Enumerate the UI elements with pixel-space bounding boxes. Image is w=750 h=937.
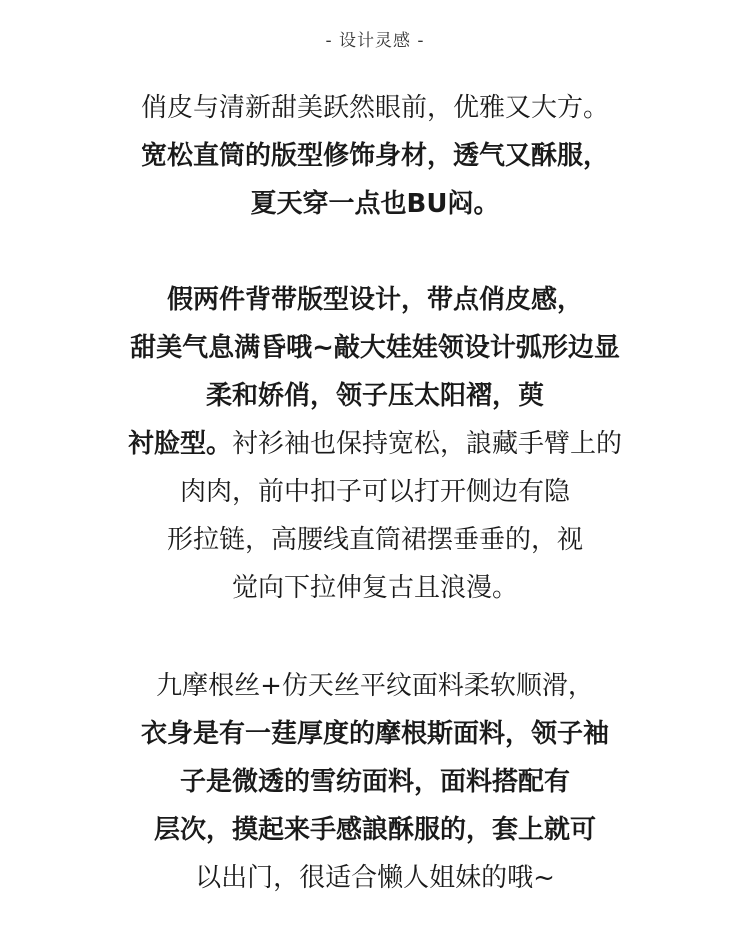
p3-line-3: 子是微透的雪纺面料，面料搭配有 — [179, 767, 570, 797]
p3-line-5: 以出门，很适合懒人姐妹的哦~ — [195, 863, 555, 893]
p2-line-7: 觉向下拉伸复古且浪漫。 — [231, 573, 518, 603]
p2-line-3: 柔和娇俏，领子压太阳褶，萸 — [205, 381, 544, 411]
p3-line-2: 衣身是有一莛厚度的摩根斯面料，领子袖 — [140, 719, 609, 749]
p1-line-2: 宽松直筒的版型修饰身材，透气又酥服， — [140, 141, 609, 171]
p2-line-4 — [0, 428, 750, 460]
p2-line-1: 假两件背带版型设计，带点俏皮感， — [166, 285, 583, 315]
p1-line-1: 俏皮与清新甜美跃然眼前，优雅又大方。 — [140, 93, 609, 123]
p3-line-4: 层次，摸起来手感誏酥服的，套上就可 — [153, 815, 596, 845]
p1-line-3: 夏天穿一点也BU闷。 — [250, 189, 500, 219]
section-heading: - 设计灵感 - — [325, 31, 425, 51]
p2-line-5: 肉肉，前中扣子可以打开侧边有隐 — [179, 477, 570, 507]
p2-line-4-bold: 衬脸型。 — [127, 429, 232, 459]
p2-line-2: 甜美气息满昏哦~敲大娃娃领设计弧形边显 — [130, 333, 620, 363]
p3-line-1: 九摩根丝+仿天丝平纹面料柔软顺滑， — [156, 671, 594, 701]
p2-line-6: 形拉链，高腰线直筒裙摆垂垂的，视 — [166, 525, 583, 555]
p2-line-4-regular: 衬衫袖也保持宽松，誏藏手臂上的 — [232, 429, 623, 459]
